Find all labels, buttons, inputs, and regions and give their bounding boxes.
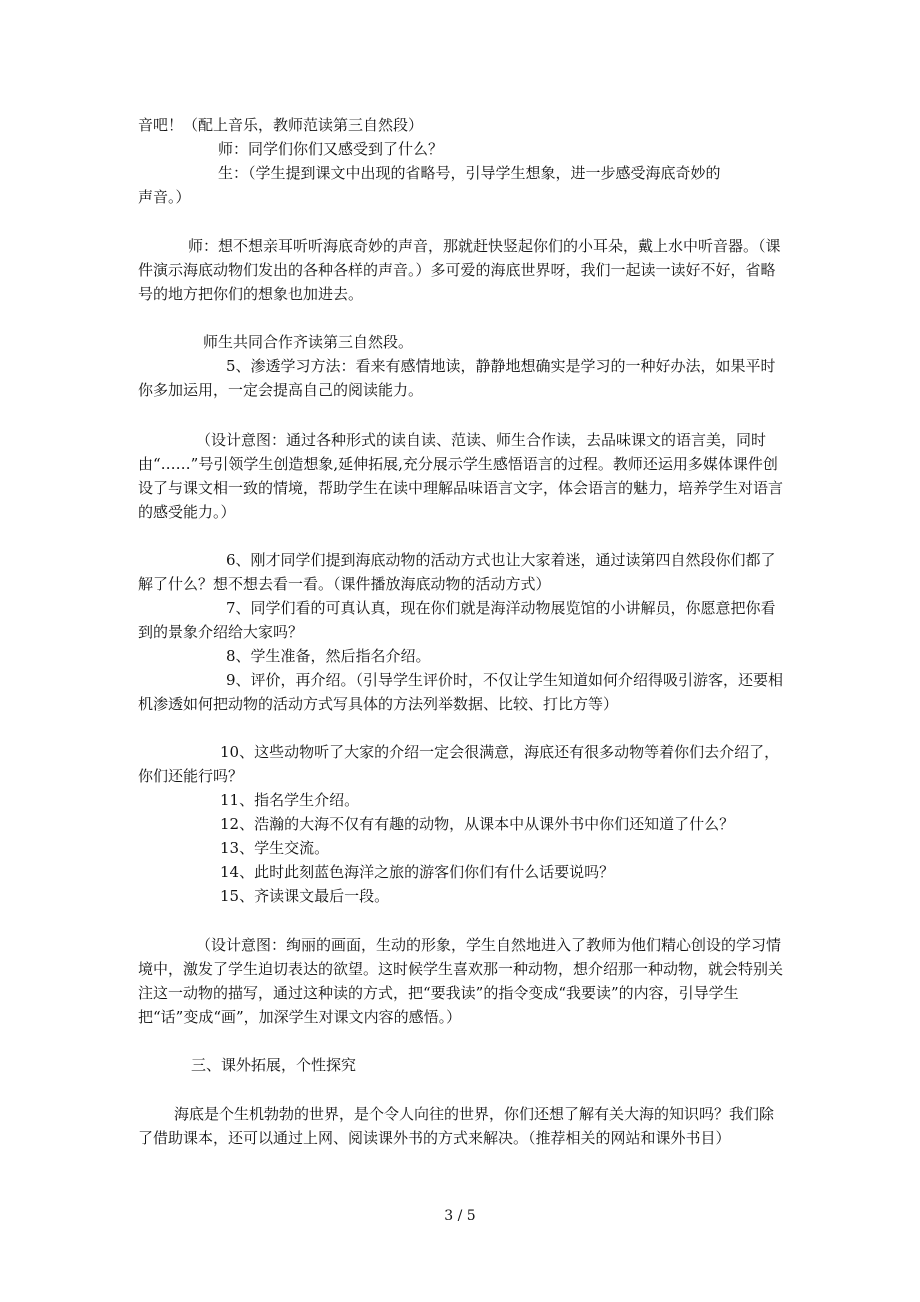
paragraph-item-15: 15、齐读课文最后一段。 xyxy=(220,887,390,905)
paragraph-1: 音吧！（配上音乐，教师范读第三自然段） xyxy=(138,116,424,134)
design-intent-2: （设计意图：绚丽的画面，生动的形象，学生自然地进入了教师为他们精心创设的学习情境中，激发了学生迫切表达的欲望。这时候学生喜欢那一种动物，想介绍那一种动物，就会特别关注这一动物的描写，通过这种读的方式，把“要我读”的指令变成“我要读”的内容，引导学生把“话”变成“画”，加深学生对课文内容的感悟。） xyxy=(138,936,784,1026)
paragraph-5: 师生共同合作齐读第三自然段。 xyxy=(203,333,414,351)
paragraph-3: 生：（学生提到课文中出现的省略号，引导学生想象，进一步感受海底奇妙的 xyxy=(218,164,721,182)
paragraph-4: 师：想不想亲耳听听海底奇妙的声音，那就赶快竖起你们的小耳朵，戴上水中听音器。（课件演示海底动物们发出的各种各样的声音。）多可爱的海底世界呀，我们一起读一读好不好，省略号的地方把你们的想象也加进去。 xyxy=(138,237,781,303)
paragraph-item-12: 12、浩瀚的大海不仅有有趣的动物，从课本中从课外书中你们还知道了什么？ xyxy=(220,815,735,833)
paragraph-6: 5、渗透学习方法：看来有感情地读，静静地想确实是学习的一种好办法，如果平时你多加运用，一定会提高自己的阅读能力。 xyxy=(138,357,776,399)
design-intent-1: （设计意图：通过各种形式的读自读、范读、师生合作读，去品味课文的语言美，同时由“……”号引领学生创造想象,延伸拓展,充分展示学生感悟语言的过程。教师还运用多媒体课件创设了与课文相一致的情境，帮助学生在读中理解品味语言文字，体会语言的魅力，培养学生对语言的感受能力。） xyxy=(138,431,784,521)
page-number: 3 / 5 xyxy=(444,1208,476,1224)
paragraph-item-7: 7、同学们看的可真认真，现在你们就是海洋动物展览馆的小讲解员，你愿意把你看到的景象介绍给大家吗？ xyxy=(138,599,776,641)
paragraph-item-11: 11、指名学生介绍。 xyxy=(220,791,360,809)
section-heading-3: 三、课外拓展，个性探究 xyxy=(191,1056,357,1074)
paragraph-item-9: 9、评价，再介绍。（引导学生评价时，不仅让学生知道如何介绍得吸引游客，还要相机渗透如何把动物的活动方式写具体的方法列举数据、比较、打比方等） xyxy=(138,671,784,713)
paragraph-item-10: 10、这些动物听了大家的介绍一定会很满意，海底还有很多动物等着你们去介绍了，你们还能行吗？ xyxy=(138,743,780,785)
paragraph-item-6: 6、刚才同学们提到海底动物的活动方式也让大家着迷，通过读第四自然段你们都了解了什么？想不想去看一看。（课件播放海底动物的活动方式） xyxy=(138,551,776,593)
paragraph-item-8: 8、学生准备，然后指名介绍。 xyxy=(226,647,431,665)
paragraph-extension: 海底是个生机勃勃的世界，是个令人向往的世界，你们还想了解有关大海的知识吗？我们除了借助课本，还可以通过上网、阅读课外书的方式来解决。（推荐相关的网站和课外书目） xyxy=(138,1105,775,1147)
paragraph-item-14: 14、此时此刻蓝色海洋之旅的游客们你们有什么话要说吗？ xyxy=(220,863,615,881)
paragraph-2: 师：同学们你们又感受到了什么？ xyxy=(218,140,444,158)
paragraph-item-13: 13、学生交流。 xyxy=(220,839,330,857)
paragraph-3-continued: 声音。） xyxy=(138,188,191,206)
